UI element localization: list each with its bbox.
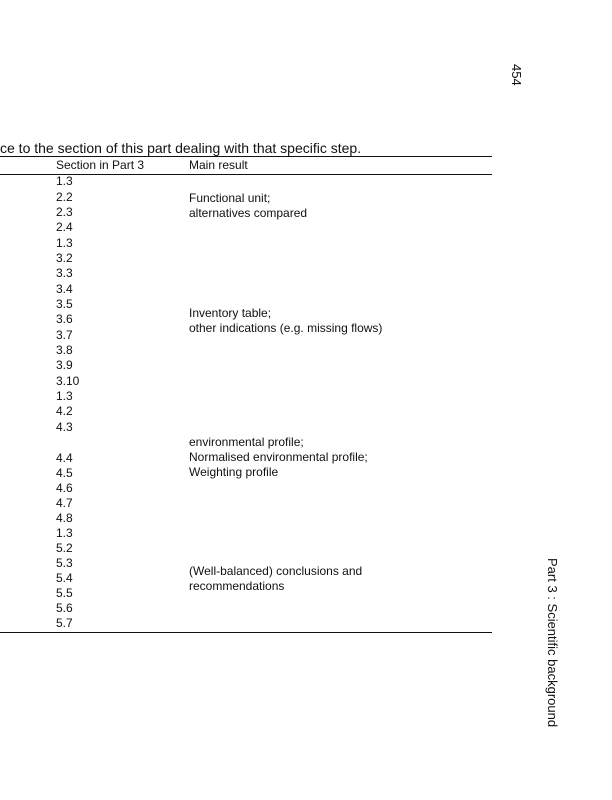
table-caption: ce to the section of this part dealing with that specific step. <box>0 140 362 156</box>
section-cell: 3.3 <box>56 266 73 280</box>
section-cell: 3.7 <box>56 328 73 342</box>
header-section: Section in Part 3 <box>56 158 145 172</box>
section-cell: 1.3 <box>56 526 73 540</box>
result-line: (Well-balanced) conclusions and <box>189 564 363 578</box>
table-top-rule <box>0 156 492 157</box>
section-cell: 5.6 <box>56 601 73 615</box>
section-cell: 2.4 <box>56 220 73 234</box>
result-block-inventory <box>189 306 382 336</box>
header-main-result: Main result <box>189 158 248 172</box>
section-cell: 3.8 <box>56 343 73 357</box>
section-cell: 1.3 <box>56 174 73 188</box>
section-cell: 4.6 <box>56 481 73 495</box>
result-block-goal <box>189 191 307 221</box>
section-cell: 5.2 <box>56 541 73 555</box>
section-cell: 4.4 <box>56 451 73 465</box>
section-cell: 4.3 <box>56 420 73 434</box>
section-cell: 1.3 <box>56 236 73 250</box>
result-line: Normalised environmental profile; <box>189 450 368 464</box>
result-line: environmental profile; <box>189 435 304 449</box>
section-cell: 3.9 <box>56 358 73 372</box>
result-line: Functional unit; <box>189 191 271 205</box>
result-block-impact <box>189 435 368 480</box>
section-cell: 3.2 <box>56 251 73 265</box>
header-rule <box>0 174 492 175</box>
section-cell: 2.2 <box>56 190 73 204</box>
section-cell: 4.2 <box>56 404 73 418</box>
section-cell: 5.4 <box>56 571 73 585</box>
result-line: Inventory table; <box>189 306 272 320</box>
section-cell: 4.7 <box>56 496 73 510</box>
result-line: recommendations <box>189 579 285 593</box>
result-block-interpretation <box>189 564 362 594</box>
running-side-title: Part 3 : Scientific background <box>545 558 560 728</box>
result-line: alternatives compared <box>189 206 308 220</box>
section-cell: 3.10 <box>56 374 80 388</box>
section-cell: 5.5 <box>56 586 73 600</box>
section-cell: 1.3 <box>56 389 73 403</box>
section-cell: 2.3 <box>56 205 73 219</box>
result-line: other indications (e.g. missing flows) <box>189 321 383 335</box>
result-line: Weighting profile <box>189 465 279 479</box>
section-cell: 3.6 <box>56 312 73 326</box>
section-cell: 3.5 <box>56 297 73 311</box>
table-bottom-rule <box>0 632 492 633</box>
section-cell: 4.8 <box>56 511 73 525</box>
section-cell: 3.4 <box>56 282 73 296</box>
section-cell: 4.5 <box>56 466 73 480</box>
section-cell: 5.3 <box>56 556 73 570</box>
page-number: 454 <box>509 64 524 86</box>
section-cell: 5.7 <box>56 616 73 630</box>
